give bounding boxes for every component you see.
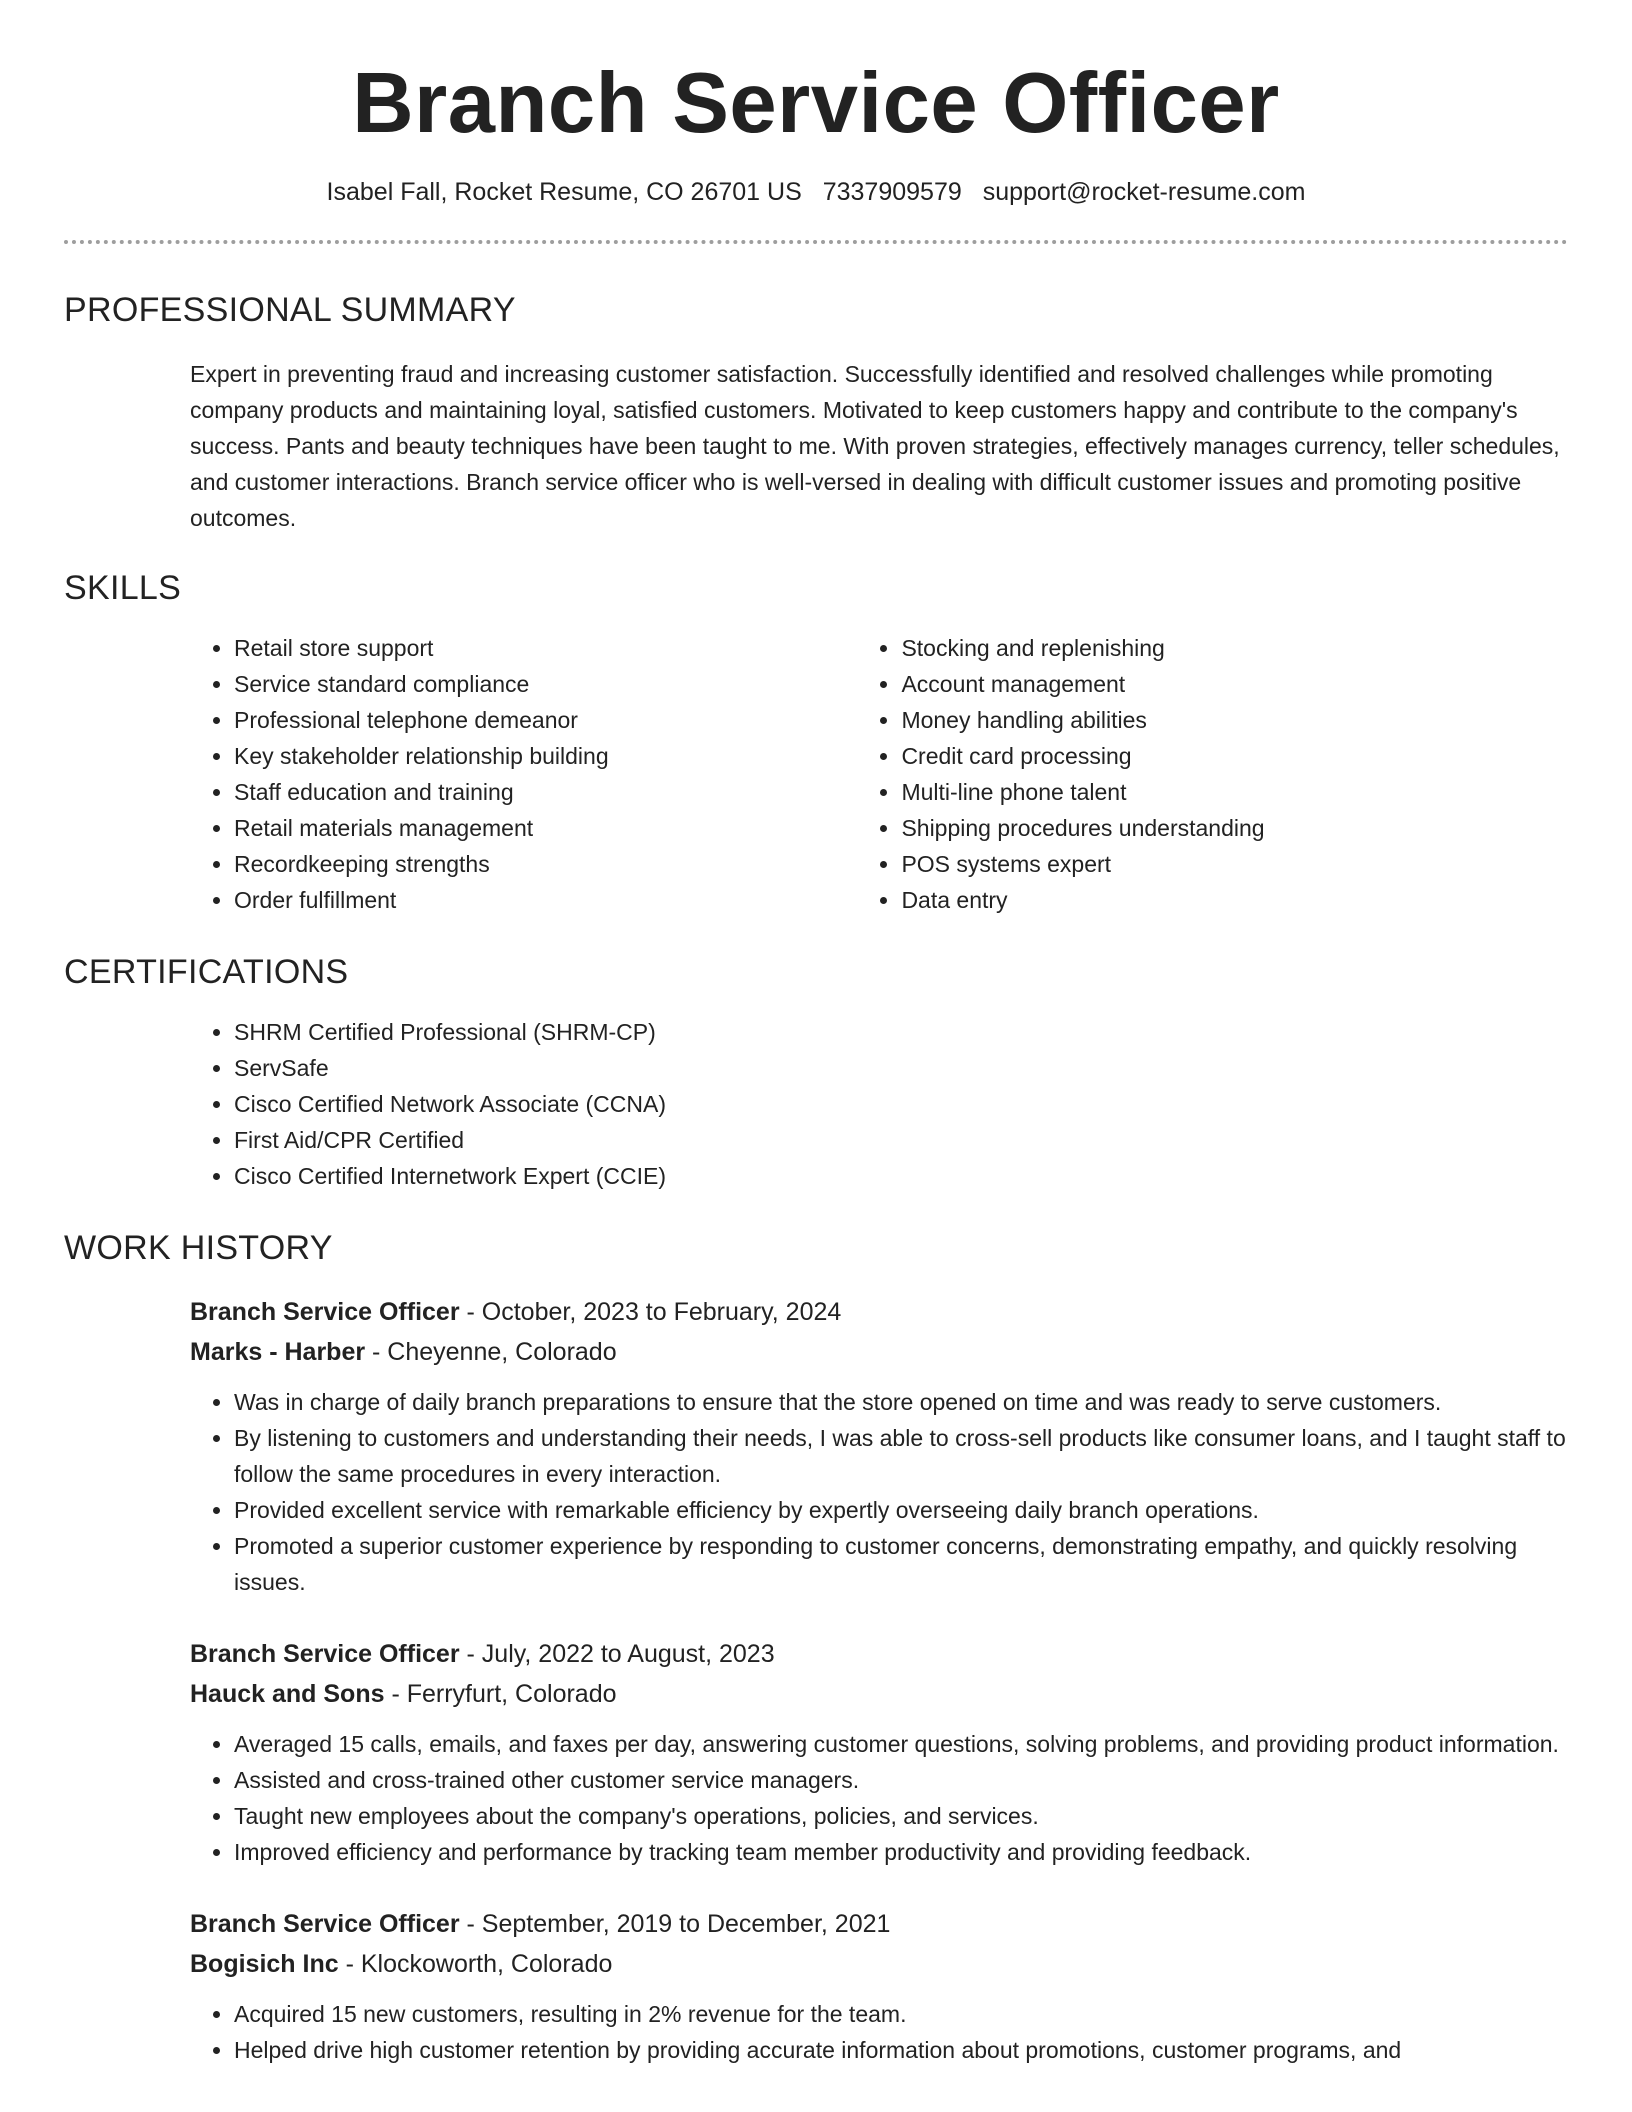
skill-item: • POS systems expert: [901, 846, 1568, 882]
contact-line: [64, 174, 1568, 210]
work-history-heading: WORK HISTORY: [64, 1229, 333, 1267]
summary-heading: PROFESSIONAL SUMMARY: [64, 291, 516, 329]
job-bullet: • Improved efficiency and performance by tracking team member productivity and providing feedback.: [234, 1834, 1568, 1870]
job-company-line: [190, 1944, 1568, 1984]
job-bullets: [190, 1996, 1568, 2068]
skill-item: • Service standard compliance: [234, 666, 857, 702]
job-title: Branch Service Officer: [190, 1298, 460, 1326]
certification-item: • First Aid/CPR Certified: [234, 1122, 1568, 1158]
job-company-line: [190, 1332, 1568, 1372]
skill-item: • Money handling abilities: [901, 702, 1568, 738]
job-entry: [190, 1634, 1568, 1870]
job-entry: [190, 1292, 1568, 1600]
certification-item: • Cisco Certified Internetwork Expert (CCIE): [234, 1158, 1568, 1194]
job-bullets: [190, 1384, 1568, 1600]
job-bullet: • Was in charge of daily branch preparations to ensure that the store opened on time and was ready to serve customers.: [234, 1384, 1568, 1420]
job-bullet: • Taught new employees about the company's operations, policies, and services.: [234, 1798, 1568, 1834]
job-bullet: • By listening to customers and understanding their needs, I was able to cross-sell products like consumer loans, and I taught staff to follow the same procedures in every interaction.: [234, 1420, 1568, 1492]
resume-name: Branch Service Officer: [352, 56, 1280, 151]
job-company: Marks - Harber: [190, 1338, 366, 1366]
job-company-line: [190, 1674, 1568, 1714]
certifications-block: [64, 1014, 1568, 1194]
job-title: Branch Service Officer: [190, 1640, 460, 1668]
skill-item: • Credit card processing: [901, 738, 1568, 774]
skill-item: • Order fulfillment: [234, 882, 857, 918]
job-title-line: [190, 1634, 1568, 1674]
skill-item: • Retail store support: [234, 630, 857, 666]
job-bullet: • Acquired 15 new customers, resulting in 2% revenue for the team.: [234, 1996, 1568, 2032]
skills-columns: [64, 630, 1568, 918]
certification-item: • SHRM Certified Professional (SHRM-CP): [234, 1014, 1568, 1050]
job-bullet: • Helped drive high customer retention by providing accurate information about promotions, customer programs, and: [234, 2032, 1568, 2068]
certification-item: • ServSafe: [234, 1050, 1568, 1086]
certification-item: • Cisco Certified Network Associate (CCNA): [234, 1086, 1568, 1122]
job-bullets: [190, 1726, 1568, 1870]
certifications-list: [190, 1014, 1568, 1194]
header-divider: [64, 240, 1568, 244]
skill-item: • Data entry: [901, 882, 1568, 918]
job-location: - Cheyenne, Colorado: [365, 1338, 617, 1366]
resume-page: [64, 0, 1568, 2068]
skill-item: • Recordkeeping strengths: [234, 846, 857, 882]
skills-right-list: [857, 630, 1568, 918]
skill-item: • Staff education and training: [234, 774, 857, 810]
contact-phone: 7337909579: [822, 178, 962, 206]
job-entry: [190, 1904, 1568, 2068]
certifications-heading: CERTIFICATIONS: [64, 953, 349, 991]
job-bullet: • Averaged 15 calls, emails, and faxes per day, answering customer questions, solving problems, and providing product information.: [234, 1726, 1568, 1762]
contact-email: support@rocket-resume.com: [982, 178, 1306, 206]
job-location: - Klockoworth, Colorado: [338, 1950, 613, 1978]
job-bullet: • Assisted and cross-trained other customer service managers.: [234, 1762, 1568, 1798]
skill-item: • Retail materials management: [234, 810, 857, 846]
skill-item: • Account management: [901, 666, 1568, 702]
job-dates: - September, 2019 to December, 2021: [459, 1910, 891, 1938]
job-title-line: [190, 1904, 1568, 1944]
skill-item: • Professional telephone demeanor: [234, 702, 857, 738]
job-dates: - July, 2022 to August, 2023: [459, 1640, 775, 1668]
skill-item: • Multi-line phone talent: [901, 774, 1568, 810]
skills-left-list: [190, 630, 857, 918]
skill-item: • Shipping procedures understanding: [901, 810, 1568, 846]
contact-address: Isabel Fall, Rocket Resume, CO 26701 US: [326, 178, 802, 206]
job-dates: - October, 2023 to February, 2024: [459, 1298, 842, 1326]
job-company: Hauck and Sons: [190, 1680, 385, 1708]
job-title: Branch Service Officer: [190, 1910, 460, 1938]
job-bullet: • Promoted a superior customer experience by responding to customer concerns, demonstrating empathy, and quickly resolving issues.: [234, 1528, 1568, 1600]
skill-item: • Stocking and replenishing: [901, 630, 1568, 666]
job-location: - Ferryfurt, Colorado: [384, 1680, 617, 1708]
skill-item: • Key stakeholder relationship building: [234, 738, 857, 774]
job-title-line: [190, 1292, 1568, 1332]
summary-text: Expert in preventing fraud and increasing customer satisfaction. Successfully identified and resolved challenges while promoting company products and maintaining loyal, satisfied customers. Motivated to keep customers happy and contribute to the company's success. Pants and beauty techniques have been taught to me. With proven strategies, effectively manages currency, teller schedules, and customer interactions. Branch service officer who is well-versed in dealing with difficult customer issues and promoting positive outcomes.: [190, 361, 1560, 531]
job-company: Bogisich Inc: [190, 1950, 339, 1978]
job-bullet: • Provided excellent service with remarkable efficiency by expertly overseeing daily branch operations.: [234, 1492, 1568, 1528]
skills-heading: SKILLS: [64, 569, 182, 607]
